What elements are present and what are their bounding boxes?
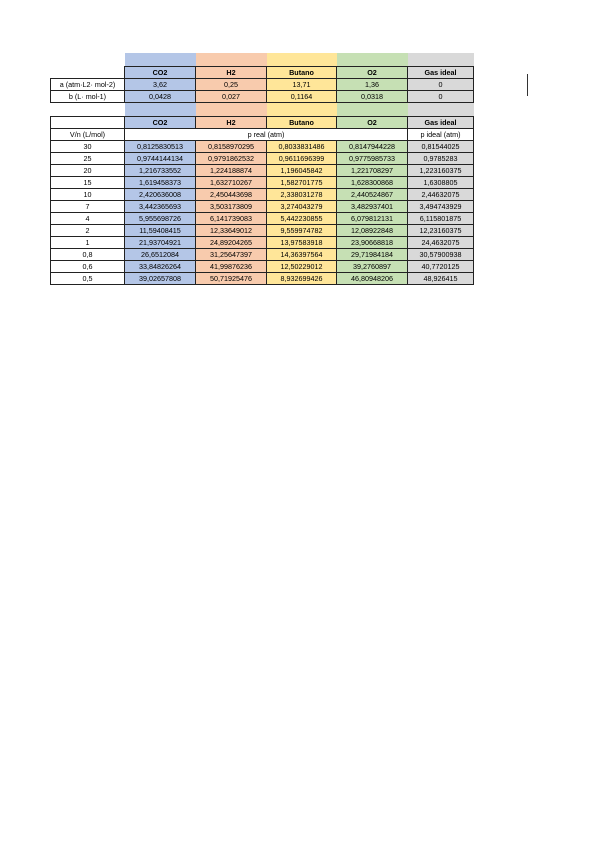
color-band-cell[interactable] xyxy=(337,53,408,67)
spreadsheet xyxy=(50,53,474,285)
empty-cell[interactable] xyxy=(51,67,125,79)
pressure-cell[interactable]: 3,503173809 xyxy=(196,201,267,213)
pressure-cell[interactable]: 30,57900938 xyxy=(408,249,474,261)
column-header[interactable]: O2 xyxy=(337,67,408,79)
pressure-cell[interactable]: 0,81544025 xyxy=(408,141,474,153)
vn-cell[interactable]: 20 xyxy=(51,165,125,177)
pressure-cell[interactable]: 2,450443698 xyxy=(196,189,267,201)
pressure-cell[interactable]: 2,420636008 xyxy=(125,189,196,201)
pressure-cell[interactable]: 14,36397564 xyxy=(267,249,337,261)
pressure-cell[interactable]: 21,93704921 xyxy=(125,237,196,249)
pressure-cell[interactable]: 9,559974782 xyxy=(267,225,337,237)
empty-cell[interactable] xyxy=(51,117,125,129)
value-cell[interactable]: 0,0428 xyxy=(125,91,196,103)
vn-cell[interactable]: 4 xyxy=(51,213,125,225)
column-header[interactable]: Butano xyxy=(267,67,337,79)
pressure-cell[interactable]: 3,274043279 xyxy=(267,201,337,213)
pressure-cell[interactable]: 1,628300868 xyxy=(337,177,408,189)
vn-cell[interactable]: 0,6 xyxy=(51,261,125,273)
column-header[interactable]: Gas ideal xyxy=(408,117,474,129)
pressure-cell[interactable]: 0,8147944228 xyxy=(337,141,408,153)
pressure-cell[interactable]: 39,2760897 xyxy=(337,261,408,273)
pressure-cell[interactable]: 1,223160375 xyxy=(408,165,474,177)
pressure-cell[interactable]: 48,926415 xyxy=(408,273,474,285)
pressure-cell[interactable]: 11,59408415 xyxy=(125,225,196,237)
pressure-cell[interactable]: 46,80948206 xyxy=(337,273,408,285)
pressure-cell[interactable]: 24,4632075 xyxy=(408,237,474,249)
pressure-cell[interactable]: 2,338031278 xyxy=(267,189,337,201)
value-cell[interactable]: 0,0318 xyxy=(337,91,408,103)
pressure-cell[interactable]: 31,25647397 xyxy=(196,249,267,261)
color-band-cell[interactable] xyxy=(337,103,408,117)
color-band-cell[interactable] xyxy=(408,103,474,117)
pressure-cell[interactable]: 40,7720125 xyxy=(408,261,474,273)
column-header[interactable]: CO2 xyxy=(125,117,196,129)
pressure-cell[interactable]: 6,141739083 xyxy=(196,213,267,225)
value-cell[interactable]: 0,1164 xyxy=(267,91,337,103)
color-band-cell[interactable] xyxy=(196,103,267,117)
value-cell[interactable]: 0,027 xyxy=(196,91,267,103)
value-cell[interactable]: 13,71 xyxy=(267,79,337,91)
pressure-cell[interactable]: 5,955698726 xyxy=(125,213,196,225)
column-header[interactable]: Butano xyxy=(267,117,337,129)
pressure-cell[interactable]: 0,8125830513 xyxy=(125,141,196,153)
pressure-cell[interactable]: 12,23160375 xyxy=(408,225,474,237)
pressure-cell[interactable]: 0,8158970295 xyxy=(196,141,267,153)
pressure-cell[interactable]: 12,50229012 xyxy=(267,261,337,273)
vn-cell[interactable]: 2 xyxy=(51,225,125,237)
pressure-cell[interactable]: 1,632710267 xyxy=(196,177,267,189)
pressure-cell[interactable]: 26,6512084 xyxy=(125,249,196,261)
vn-cell[interactable]: 25 xyxy=(51,153,125,165)
row-label[interactable]: b (L· mol-1) xyxy=(51,91,125,103)
value-cell[interactable]: 0 xyxy=(408,91,474,103)
pressure-cell[interactable]: 1,619458373 xyxy=(125,177,196,189)
pressure-cell[interactable]: 0,9785283 xyxy=(408,153,474,165)
color-band-cell[interactable] xyxy=(196,53,267,67)
pressure-cell[interactable]: 23,90668818 xyxy=(337,237,408,249)
pressure-cell[interactable]: 12,08922848 xyxy=(337,225,408,237)
pressure-cell[interactable]: 6,079812131 xyxy=(337,213,408,225)
column-header[interactable]: H2 xyxy=(196,117,267,129)
pressure-cell[interactable]: 1,224188874 xyxy=(196,165,267,177)
value-cell[interactable]: 3,62 xyxy=(125,79,196,91)
pressure-cell[interactable]: 0,9791862532 xyxy=(196,153,267,165)
color-band-cell[interactable] xyxy=(125,103,196,117)
vn-cell[interactable]: 15 xyxy=(51,177,125,189)
pressure-cell[interactable]: 3,482937401 xyxy=(337,201,408,213)
value-cell[interactable]: 0 xyxy=(408,79,474,91)
pressure-cell[interactable]: 41,99876236 xyxy=(196,261,267,273)
pressure-cell[interactable]: 5,442230855 xyxy=(267,213,337,225)
column-header[interactable]: Gas ideal xyxy=(408,67,474,79)
pressure-cell[interactable]: 6,115801875 xyxy=(408,213,474,225)
pressure-cell[interactable]: 13,97583918 xyxy=(267,237,337,249)
color-band-cell[interactable] xyxy=(408,53,474,67)
column-header[interactable]: O2 xyxy=(337,117,408,129)
vn-cell[interactable]: 30 xyxy=(51,141,125,153)
column-header[interactable]: CO2 xyxy=(125,67,196,79)
pressure-cell[interactable]: 12,33649012 xyxy=(196,225,267,237)
pressure-cell[interactable]: 0,9775985733 xyxy=(337,153,408,165)
pressure-cell[interactable]: 3,442365693 xyxy=(125,201,196,213)
pressure-cell[interactable]: 8,932699426 xyxy=(267,273,337,285)
pressure-cell[interactable]: 0,8033831486 xyxy=(267,141,337,153)
column-header[interactable]: H2 xyxy=(196,67,267,79)
vn-cell[interactable]: 0,8 xyxy=(51,249,125,261)
pideal-header[interactable]: p ideal (atm) xyxy=(408,129,474,141)
pressure-cell[interactable]: 39,02657808 xyxy=(125,273,196,285)
color-band-cell[interactable] xyxy=(125,53,196,67)
value-cell[interactable]: 1,36 xyxy=(337,79,408,91)
pressure-cell[interactable]: 24,89204265 xyxy=(196,237,267,249)
pressure-cell[interactable]: 33,84826264 xyxy=(125,261,196,273)
vn-cell[interactable]: 7 xyxy=(51,201,125,213)
gas-table xyxy=(50,53,474,285)
vn-cell[interactable]: 0,5 xyxy=(51,273,125,285)
pressure-cell[interactable]: 50,71925476 xyxy=(196,273,267,285)
vn-header[interactable]: V/n (L/mol) xyxy=(51,129,125,141)
pressure-cell[interactable]: 29,71984184 xyxy=(337,249,408,261)
vn-cell[interactable]: 10 xyxy=(51,189,125,201)
pressure-cell[interactable]: 0,9744144134 xyxy=(125,153,196,165)
pressure-cell[interactable]: 2,44632075 xyxy=(408,189,474,201)
color-band-cell[interactable] xyxy=(267,103,337,117)
empty-cell[interactable] xyxy=(51,103,125,117)
text-cursor xyxy=(527,74,528,96)
row-label[interactable]: a (atm·L2· mol-2) xyxy=(51,79,125,91)
pressure-cell[interactable]: 1,196045842 xyxy=(267,165,337,177)
pressure-cell[interactable]: 2,440524867 xyxy=(337,189,408,201)
pressure-cell[interactable]: 1,216733552 xyxy=(125,165,196,177)
pressure-cell[interactable]: 1,221708297 xyxy=(337,165,408,177)
empty-cell[interactable] xyxy=(51,53,125,67)
pressure-cell[interactable]: 1,6308805 xyxy=(408,177,474,189)
vn-cell[interactable]: 1 xyxy=(51,237,125,249)
color-band-cell[interactable] xyxy=(267,53,337,67)
pressure-cell[interactable]: 1,582701775 xyxy=(267,177,337,189)
pressure-cell[interactable]: 3,494743929 xyxy=(408,201,474,213)
pressure-cell[interactable]: 0,9611696399 xyxy=(267,153,337,165)
value-cell[interactable]: 0,25 xyxy=(196,79,267,91)
preal-header[interactable]: p real (atm) xyxy=(125,129,408,141)
